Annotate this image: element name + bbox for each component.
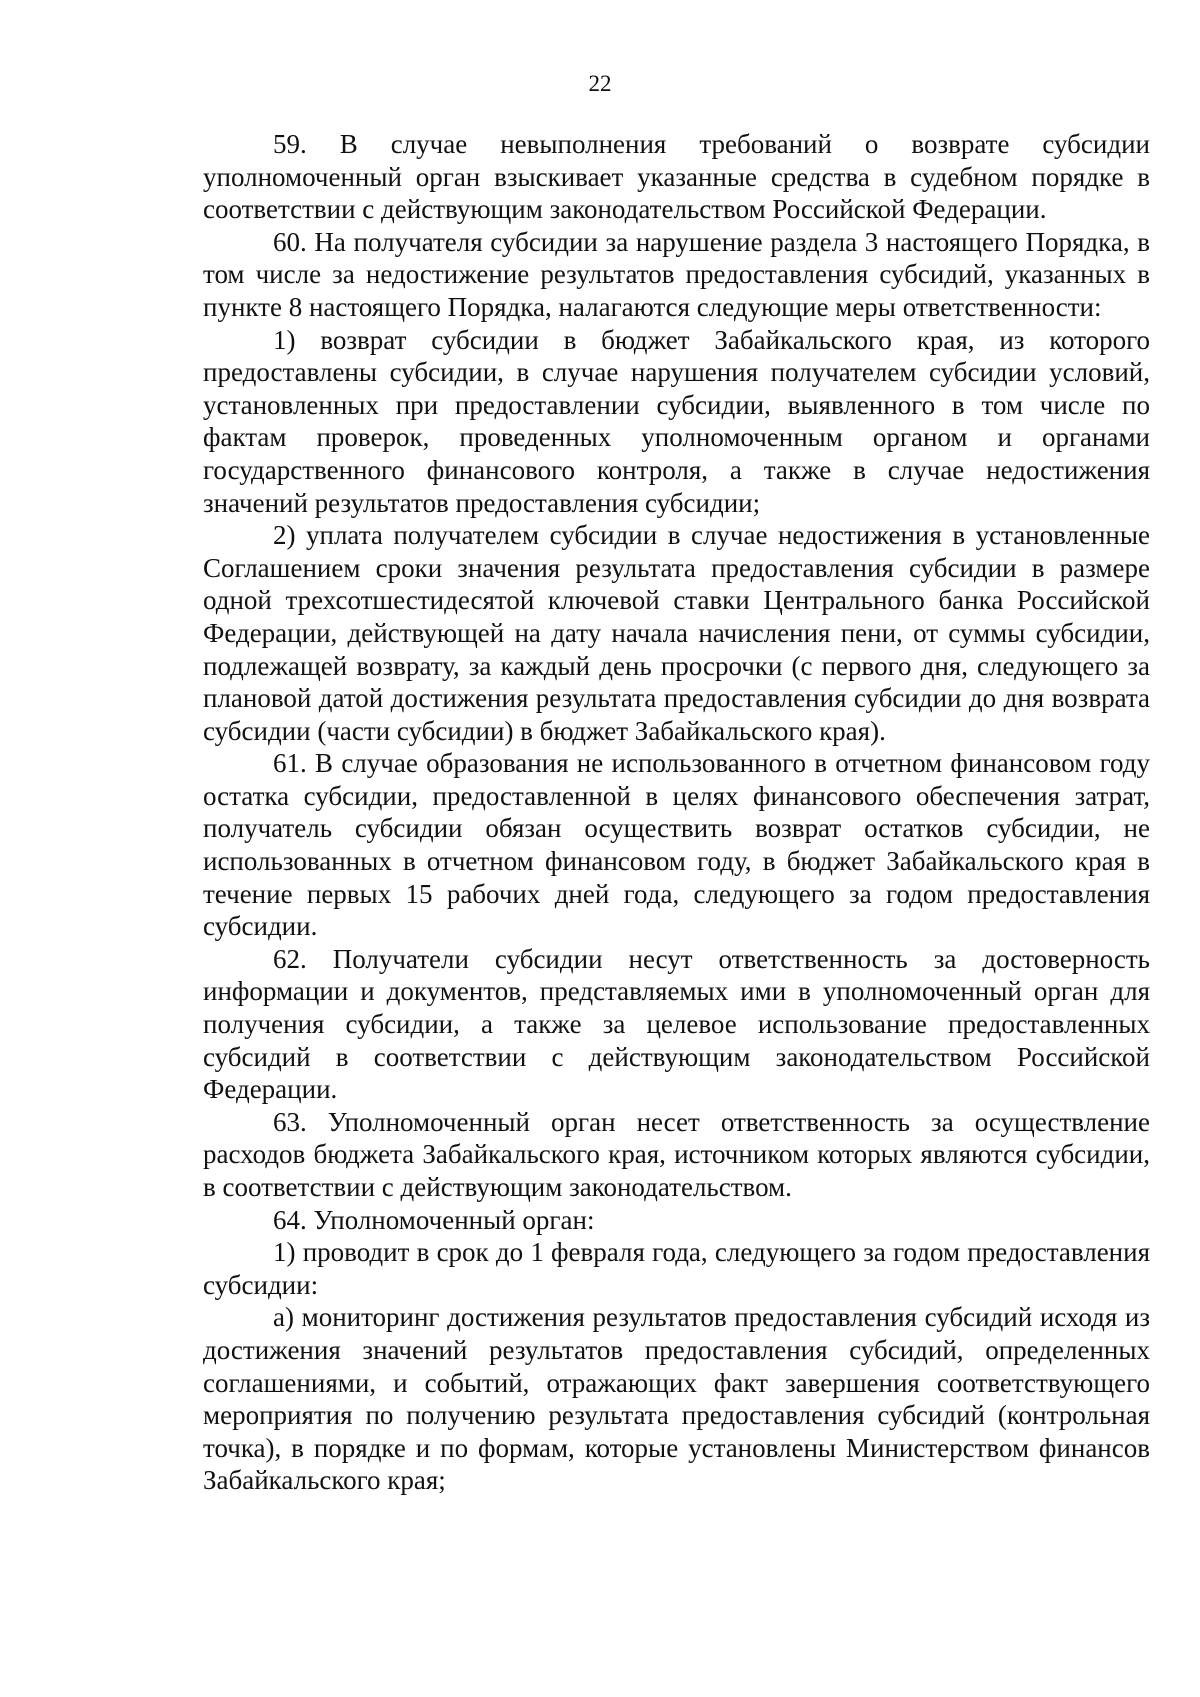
paragraph-61: 61. В случае образования не использованного в отчетном финансовом году остатка субсидии, предоставленной в целях финансового обеспечения затрат, получатель субсидии обязан осуществить возврат остатков субсидии, не использованных в отчетном финансовом году, в бюджет Забайкальского края в течение первых 15 рабочих дней года, следующего за годом предоставления субсидии. xyxy=(203,748,1150,942)
document-body xyxy=(203,128,1150,1497)
paragraph-62: 62. Получатели субсидии несут ответственность за достоверность информации и документов, представляемых ими в уполномоченный орган для получения субсидии, а также за целевое использование предоставленных субсидий в соответствии с действующим законодательством Российской Федерации. xyxy=(203,943,1150,1105)
paragraph-64: 64. Уполномоченный орган: xyxy=(273,1204,595,1235)
paragraph-59: 59. В случае невыполнения требований о возврате субсидии уполномоченный орган взыскивает указанные средства в судебном порядке в соответствии с действующим законодательством Российской Федерации. xyxy=(203,129,1150,225)
paragraph-64-item-1-a: а) мониторинг достижения результатов предоставления субсидий исходя из достижения значений результатов предоставления субсидий, определенных соглашениями, и событий, отражающих факт завершения соответствующего мероприятия по получению результата предоставления субсидий (контрольная точка), в порядке и по формам, которые установлены Министерством финансов Забайкальского края; xyxy=(203,1302,1150,1496)
paragraph-60-item-2: 2) уплата получателем субсидии в случае недостижения в установленные Соглашением сроки значения результата предоставления субсидии в размере одной трехсотшестидесятой ключевой ставки Центрального банка Российской Федерации, действующей на дату начала начисления пени, от суммы субсидии, подлежащей возврату, за каждый день просрочки (с первого дня, следующего за плановой датой достижения результата предоставления субсидии до дня возврата субсидии (части субсидии) в бюджет Забайкальского края). xyxy=(203,520,1150,746)
page-number: 22 xyxy=(588,71,612,96)
paragraph-64-item-1: 1) проводит в срок до 1 февраля года, следующего за годом предоставления субсидии: xyxy=(203,1237,1150,1300)
paragraph-60: 60. На получателя субсидии за нарушение раздела 3 настоящего Порядка, в том числе за недостижение результатов предоставления субсидий, указанных в пункте 8 настоящего Порядка, налагаются следующие меры ответственности: xyxy=(203,226,1150,322)
paragraph-63: 63. Уполномоченный орган несет ответственность за осуществление расходов бюджета Забайкальского края, источником которых являются субсидии, в соответствии с действующим законодательством. xyxy=(203,1106,1150,1202)
paragraph-60-item-1: 1) возврат субсидии в бюджет Забайкальского края, из которого предоставлены субсидии, в случае нарушения получателем субсидии условий, установленных при предоставлении субсидии, выявленного в том числе по фактам проверок, проведенных уполномоченным органом и органами государственного финансового контроля, а также в случае недостижения значений результатов предоставления субсидии; xyxy=(203,324,1150,518)
